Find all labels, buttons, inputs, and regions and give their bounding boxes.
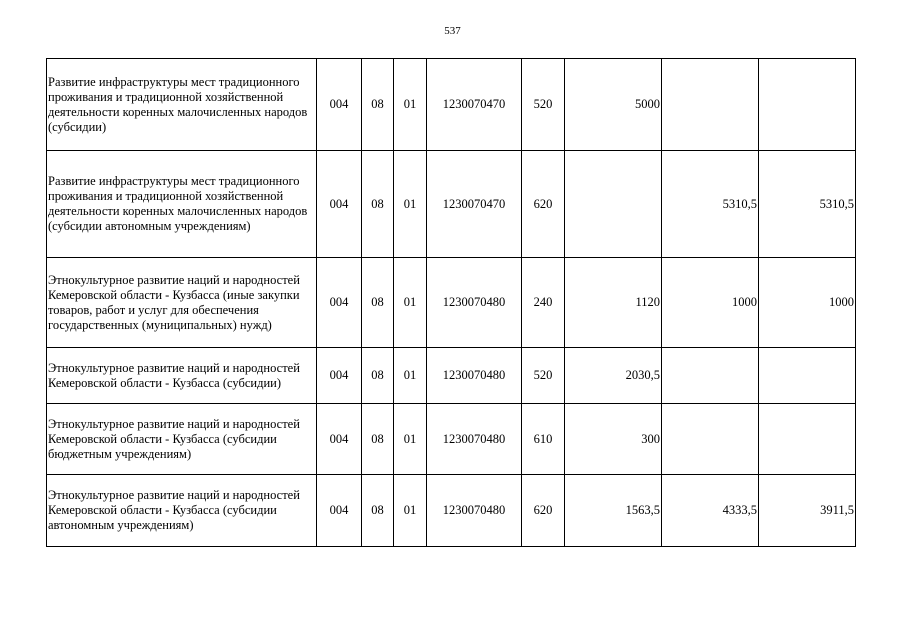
subsection-code: 01: [394, 475, 427, 547]
sum-year-3: [759, 404, 856, 475]
table-row: [47, 258, 856, 348]
target-code: 1230070470: [427, 59, 522, 151]
sum-year-3: 1000: [759, 258, 856, 348]
expense-type-code: 610: [522, 404, 565, 475]
ministry-code: 004: [317, 151, 362, 258]
budget-table: [46, 58, 856, 547]
expense-type-code: 520: [522, 348, 565, 404]
subsection-code: 01: [394, 404, 427, 475]
section-code: 08: [362, 59, 394, 151]
subsection-code: 01: [394, 258, 427, 348]
sum-year-3: 5310,5: [759, 151, 856, 258]
row-name: Этнокультурное развитие наций и народностей Кемеровской области - Кузбасса (иные закупки товаров, работ и услуг для обеспечения государственных (муниципальных) нужд): [47, 258, 317, 348]
subsection-code: 01: [394, 151, 427, 258]
ministry-code: 004: [317, 348, 362, 404]
target-code: 1230070480: [427, 258, 522, 348]
row-name: Развитие инфраструктуры мест традиционного проживания и традиционной хозяйственной деятельности коренных малочисленных народов (субсидии): [47, 59, 317, 151]
sum-year-1: 300: [565, 404, 662, 475]
section-code: 08: [362, 151, 394, 258]
table-row: [47, 348, 856, 404]
sum-year-1: 1563,5: [565, 475, 662, 547]
table-row: [47, 404, 856, 475]
row-name: Этнокультурное развитие наций и народностей Кемеровской области - Кузбасса (субсидии): [47, 348, 317, 404]
sum-year-1: [565, 151, 662, 258]
sum-year-2: [662, 348, 759, 404]
sum-year-1: 2030,5: [565, 348, 662, 404]
sum-year-1: 1120: [565, 258, 662, 348]
subsection-code: 01: [394, 59, 427, 151]
ministry-code: 004: [317, 475, 362, 547]
target-code: 1230070470: [427, 151, 522, 258]
table-row: [47, 475, 856, 547]
ministry-code: 004: [317, 404, 362, 475]
page-number: 537: [444, 25, 461, 37]
target-code: 1230070480: [427, 475, 522, 547]
table-row: [47, 59, 856, 151]
subsection-code: 01: [394, 348, 427, 404]
section-code: 08: [362, 475, 394, 547]
sum-year-2: [662, 59, 759, 151]
sum-year-2: 1000: [662, 258, 759, 348]
expense-type-code: 240: [522, 258, 565, 348]
sum-year-3: [759, 348, 856, 404]
expense-type-code: 620: [522, 475, 565, 547]
ministry-code: 004: [317, 59, 362, 151]
sum-year-2: 5310,5: [662, 151, 759, 258]
table-row: [47, 151, 856, 258]
target-code: 1230070480: [427, 348, 522, 404]
ministry-code: 004: [317, 258, 362, 348]
row-name: Этнокультурное развитие наций и народностей Кемеровской области - Кузбасса (субсидии автономным учреждениям): [47, 475, 317, 547]
section-code: 08: [362, 258, 394, 348]
expense-type-code: 520: [522, 59, 565, 151]
sum-year-2: [662, 404, 759, 475]
sum-year-2: 4333,5: [662, 475, 759, 547]
sum-year-3: 3911,5: [759, 475, 856, 547]
section-code: 08: [362, 348, 394, 404]
sum-year-3: [759, 59, 856, 151]
row-name: Развитие инфраструктуры мест традиционного проживания и традиционной хозяйственной деятельности коренных малочисленных народов (субсидии автономным учреждениям): [47, 151, 317, 258]
expense-type-code: 620: [522, 151, 565, 258]
sum-year-1: 5000: [565, 59, 662, 151]
target-code: 1230070480: [427, 404, 522, 475]
section-code: 08: [362, 404, 394, 475]
row-name: Этнокультурное развитие наций и народностей Кемеровской области - Кузбасса (субсидии бюджетным учреждениям): [47, 404, 317, 475]
